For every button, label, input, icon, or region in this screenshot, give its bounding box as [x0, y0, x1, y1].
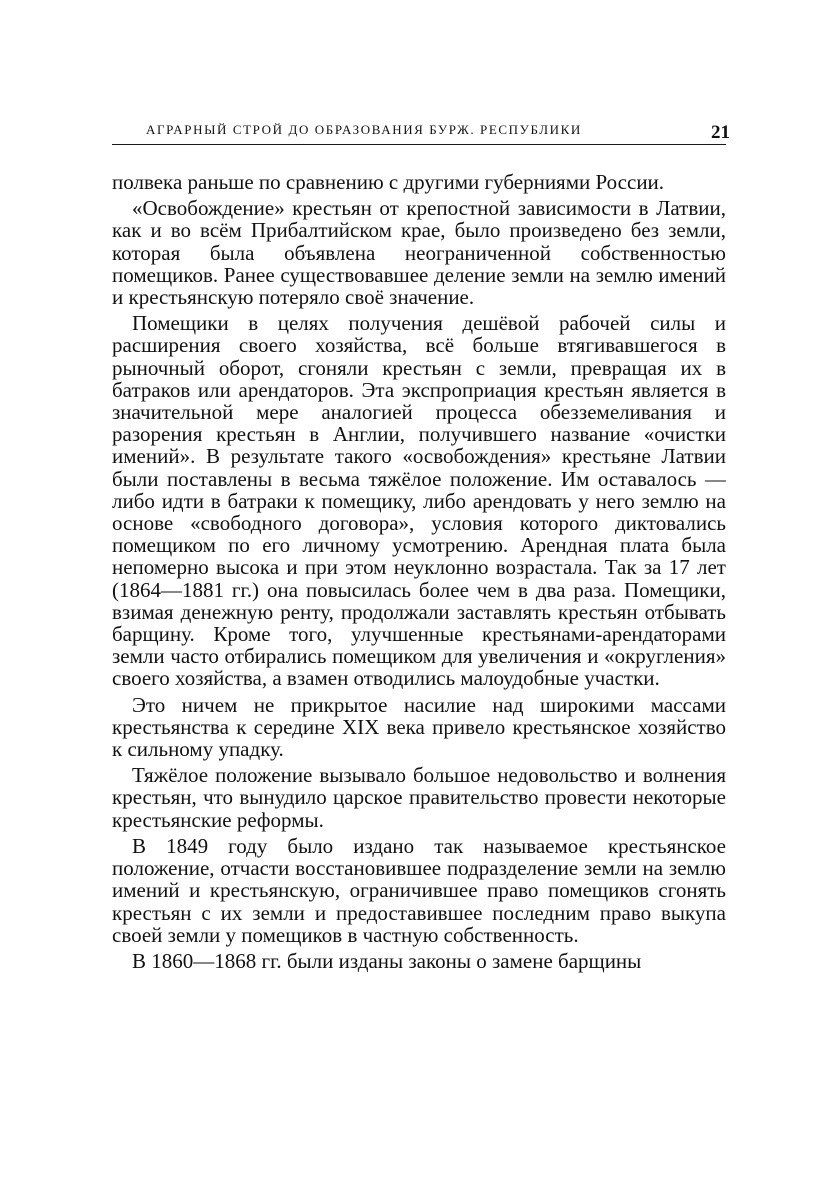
book-page — [112, 118, 730, 976]
paragraph: Помещики в целях получения дешёвой рабочей силы и расширения своего хозяйства, всё больше втягивавшегося в рыночный оборот, сгоняли крестьян с земли, превращая их в батраков или арендаторов. Эта экспроприация крестьян является в значительной мере аналогией процесса обезземеливания и разорения крестьян в Англии, получившего название «очистки имений». В результате такого «освобождения» крестьяне Латвии были поставлены в весьма тяжёлое положение. Им оставалось — либо идти в батраки к помещику, либо арендовать у него землю на основе «свободного договора», условия которого диктовались помещиком по его личному усмотрению. Арендная плата была непомерно высока и при этом неуклонно возрастала. Так за 17 лет (1864—1881 гг.) она повысилась более чем в два раза. Помещики, взимая денежную ренту, продолжали заставлять крестьян отбывать барщину. Кроме того, улучшенные крестьянами-арендаторами земли часто отбирались помещиком для увеличения и «округления» своего хозяйства, а взамен отводились малоудобные участки. — [112, 311, 726, 691]
paragraph: В 1860—1868 гг. были изданы законы о замене барщины — [132, 948, 642, 973]
page-header — [112, 118, 730, 145]
paragraph: Это ничем не прикрытое насилие над широкими массами крестьянства к середине XIX века привело крестьянское хозяйство к сильному упадку. — [112, 692, 726, 762]
running-title: АГРАРНЫЙ СТРОЙ ДО ОБРАЗОВАНИЯ БУРЖ. РЕСПУБЛИКИ — [146, 122, 582, 137]
body-text — [112, 171, 726, 972]
paragraph: В 1849 году было издано так называемое крестьянское положение, отчасти восстановившее подразделение земли на землю имений и крестьянскую, ограничившее право помещиков сгонять крестьян с их земли и предоставившее последним право выкупа своей земли у помещиков в частную собственность. — [112, 833, 726, 947]
paragraph: «Освобождение» крестьян от крепостной зависимости в Латвии, как и во всём Прибалтийском крае, было произведено без земли, которая была объявлена неограниченной собственностью помещиков. Ранее существовавшее деление земли на землю имений и крестьянскую потеряло своё значение. — [112, 196, 726, 310]
page-number: 21 — [711, 122, 730, 143]
paragraph: Тяжёлое положение вызывало большое недовольство и волнения крестьян, что вынудило царское правительство провести некоторые крестьянские реформы. — [112, 763, 726, 832]
paragraph: полвека раньше по сравнению с другими губерниями России. — [112, 170, 665, 194]
